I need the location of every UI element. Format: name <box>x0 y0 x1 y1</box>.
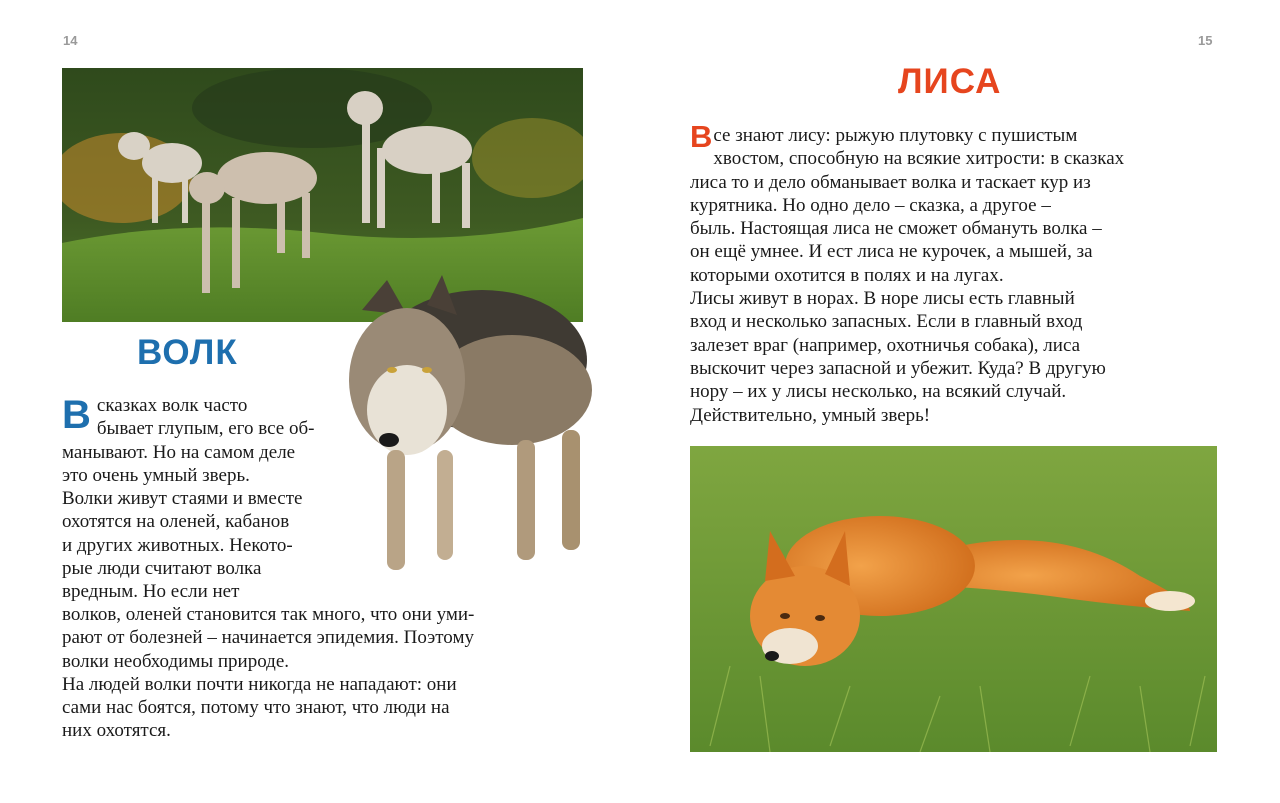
wolf-cutout-photo <box>332 270 594 580</box>
fox-photo <box>690 446 1217 752</box>
text-line: волков, оленей становится так много, что они уми- <box>62 604 475 625</box>
text-line: быль. Настоящая лиса не сможет обмануть волка – <box>690 218 1102 240</box>
text-line: Действительно, умный зверь! <box>690 404 931 426</box>
text-line: он ещё умнее. И ест лиса не курочек, а мышей, за <box>690 241 1093 263</box>
text-line: залезет враг (например, охотничья собака), лиса <box>690 334 1081 356</box>
fox-text <box>690 119 1215 427</box>
text-line: вредным. Но если нет <box>62 581 240 603</box>
text-line: хвостом, способную на всякие хитрости: в сказках <box>713 148 1125 170</box>
text-line: рают от болезней – начинается эпидемия. Поэтому <box>62 627 474 649</box>
wolf-text-wide <box>62 603 582 743</box>
text-line: бывает глупым, его все об- <box>96 418 315 440</box>
text-line: На людей волки почти никогда не нападают: они <box>62 673 457 695</box>
text-line: них охотятся. <box>62 720 171 742</box>
text-line: курятника. Но одно дело – сказка, а другое – <box>690 194 1051 216</box>
text-line: выскочит через запасной и убежит. Куда? В другую <box>690 357 1106 379</box>
text-line: манывают. Но на самом деле <box>62 441 296 463</box>
text-line: и других животных. Некото- <box>62 534 293 556</box>
page-number-left: 14 <box>63 33 78 48</box>
text-line: которыми охотится в полях и на лугах. <box>690 264 1004 286</box>
text-line: сказках волк часто <box>96 395 248 416</box>
wolf-title: ВОЛК <box>137 333 238 372</box>
text-line: Волки живут стаями и вместе <box>62 488 303 510</box>
text-line: вход и несколько запасных. Если в главный вход <box>690 311 1083 333</box>
fox-title: ЛИСА <box>898 62 1002 101</box>
text-line: нору – их у лисы несколько, на всякий случай. <box>690 381 1067 403</box>
text-line: волки необходимы природе. <box>62 650 290 672</box>
text-line: рые люди считают волка <box>62 558 262 580</box>
text-line: се знают лису: рыжую плутовку с пушистым <box>713 125 1078 146</box>
text-line: Лисы живут в норах. В норе лисы есть главный <box>690 288 1075 310</box>
wolf-text-narrow <box>62 394 357 604</box>
text-line: это очень умный зверь. <box>62 464 250 486</box>
text-line: сами нас боятся, потому что знают, что люди на <box>62 697 450 719</box>
wolf-dropcap: В <box>62 393 91 437</box>
page-number-right: 15 <box>1198 33 1213 48</box>
fox-dropcap: В <box>690 119 713 154</box>
text-line: лиса то и дело обманывает волка и таскает кур из <box>690 171 1091 193</box>
text-line: охотятся на оленей, кабанов <box>62 511 290 533</box>
